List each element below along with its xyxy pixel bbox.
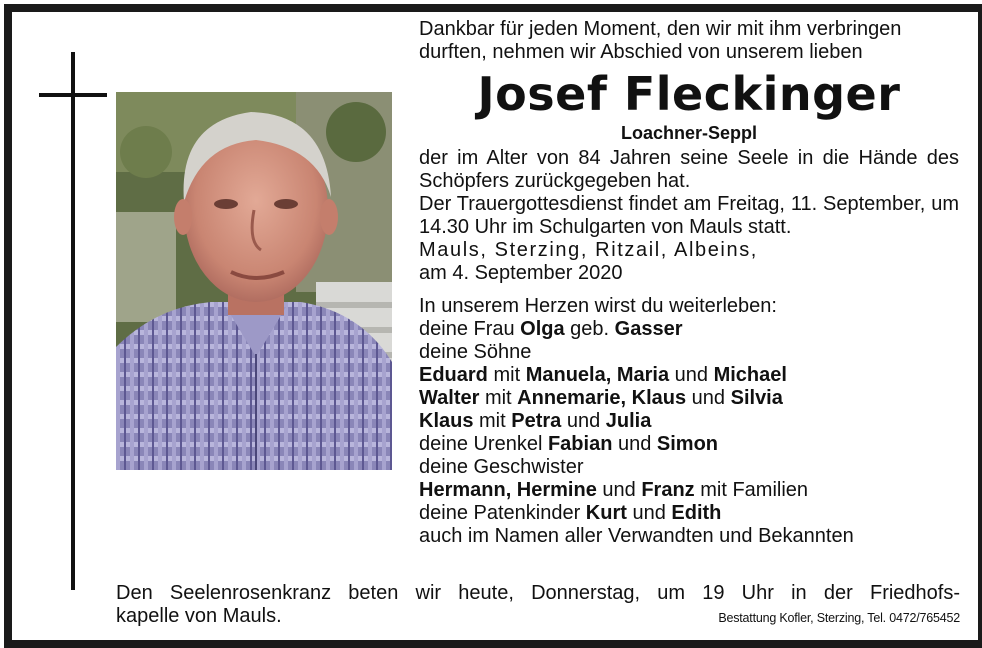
rosary-line-2: kapelle von Mauls. [116, 605, 282, 627]
intro-line-1: Dankbar für jeden Moment, den wir mit ihm verbringen [419, 18, 902, 40]
mourner-great-grandchildren: deine Urenkel Fabian und Simon [419, 433, 719, 455]
intro-line-2: durften, nehmen wir Abschied von unserem lieben [419, 41, 863, 63]
portrait-photo [116, 92, 392, 470]
places: Mauls, Sterzing, Ritzail, Albeins, [419, 239, 758, 261]
rosary-line-1: Den Seelenrosenkranz beten wir heute, Donnerstag, um 19 Uhr in der Friedhofs- [116, 582, 960, 604]
mourner-wife: deine Frau Olga geb. Gasser [419, 318, 683, 340]
mourner-godchildren: deine Patenkinder Kurt und Edith [419, 502, 722, 524]
obituary-card [4, 4, 982, 648]
mourner-closing: auch im Namen aller Verwandten und Bekannten [419, 525, 854, 547]
funeral-home: Bestattung Kofler, Sterzing, Tel. 0472/765452 [718, 611, 960, 625]
service-text: Der Trauergottesdienst findet am Freitag, 11. September, um 14.30 Uhr im Schulgarten von Mauls statt. [419, 193, 959, 238]
deceased-name: Josef Fleckinger [477, 67, 901, 121]
heart-line: In unserem Herzen wirst du weiterleben: [419, 295, 777, 317]
obituary-text [419, 18, 959, 548]
cross-icon-bar [39, 93, 107, 97]
mourner-son-2: Walter mit Annemarie, Klaus und Silvia [419, 387, 783, 409]
date: am 4. September 2020 [419, 262, 623, 284]
cross-icon [71, 52, 75, 590]
mourner-siblings: Hermann, Hermine und Franz mit Familien [419, 479, 809, 501]
age-text: der im Alter von 84 Jahren seine Seele in die Hände des Schöpfers zurückgegeben hat. [419, 147, 959, 192]
mourner-siblings-label: deine Geschwister [419, 456, 584, 478]
mourner-son-1: Eduard mit Manuela, Maria und Michael [419, 364, 787, 386]
mourner-son-3: Klaus mit Petra und Julia [419, 410, 652, 432]
rosary-notice [116, 582, 960, 630]
deceased-nickname: Loachner-Seppl [620, 123, 758, 143]
mourner-sons-label: deine Söhne [419, 341, 532, 363]
